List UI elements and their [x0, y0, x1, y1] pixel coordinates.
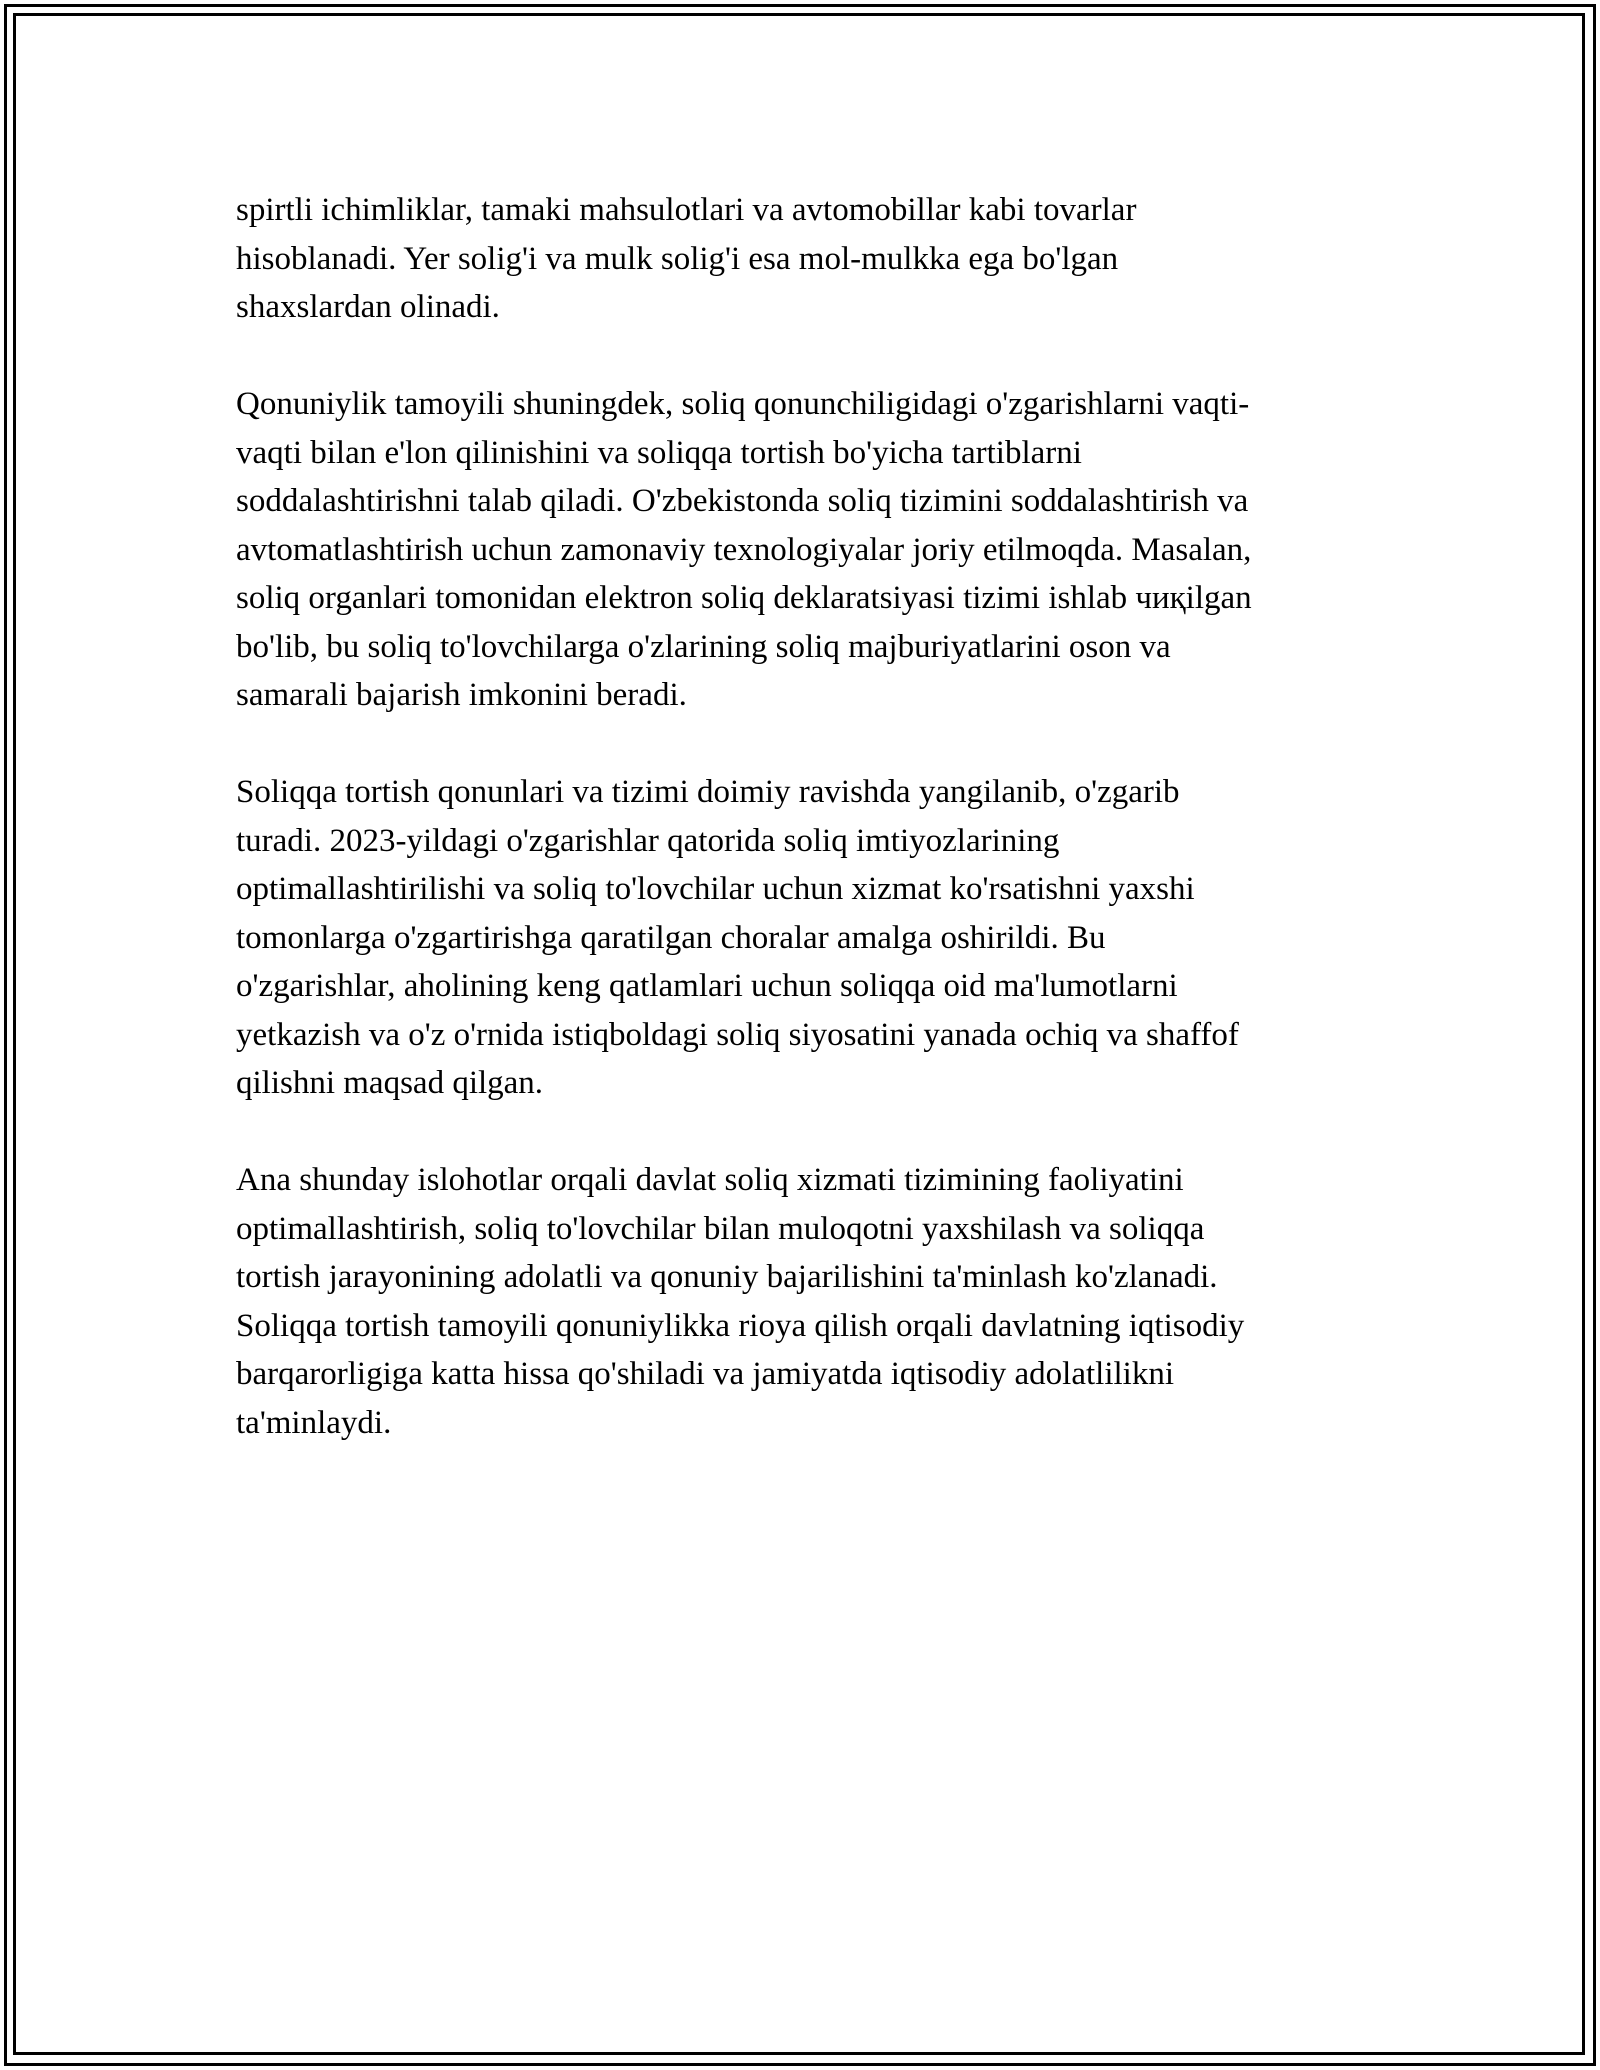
text-line: o'zgarishlar, aholining keng qatlamlari uchun soliqqa oid ma'lumotlarni [236, 968, 1178, 1004]
paragraph-2 [236, 380, 1376, 720]
text-line: optimallashtirish, soliq to'lovchilar bilan muloqotni yaxshilash va soliqqa [236, 1210, 1205, 1247]
text-line: vaqti bilan e'lon qilinishini va soliqqa tortish bo'yicha tartiblarni [236, 434, 1082, 471]
text-line: shaxslardan olinadi. [236, 289, 500, 325]
text-line: ta'minlaydi. [236, 1404, 392, 1441]
text-line: Soliqqa tortish tamoyili qonuniylikka rioya qilish orqali davlatning iqtisodiy [236, 1307, 1245, 1344]
text-line: Soliqqa tortish qonunlari va tizimi doimiy ravishda yangilanib, o'zgarib [236, 774, 1180, 810]
text-line: avtomatlashtirish uchun zamonaviy texnologiyalar joriy etilmoqda. Masalan, [236, 531, 1252, 568]
text-line: yetkazish va o'z o'rnida istiqboldagi soliq siyosatini yanada ochiq va shaffof [236, 1016, 1239, 1053]
text-line: tomonlarga o'zgartirishga qaratilgan choralar amalga oshirildi. Bu [236, 919, 1106, 956]
text-line: bo'lib, bu soliq to'lovchilarga o'zlarining soliq majburiyatlarini oson va [236, 628, 1171, 665]
paragraph-3 [236, 768, 1376, 1108]
text-line: turadi. 2023-yildagi o'zgarishlar qatorida soliq imtiyozlarining [236, 822, 1060, 859]
text-line: barqarorligiga katta hissa qo'shiladi va jamiyatda iqtisodiy adolatlilikni [236, 1356, 1174, 1392]
text-line: Qonuniylik tamoyili shuningdek, soliq qonunchiligidagi o'zgarishlarni vaqti- [236, 386, 1250, 422]
text-line: tortish jarayonining adolatli va qonuniy bajarilishini ta'minlash ko'zlanadi. [236, 1259, 1218, 1295]
text-line: qilishni maqsad qilgan. [236, 1065, 544, 1101]
text-line: hisoblanadi. Yer solig'i va mulk solig'i esa mol-mulkka ega bo'lgan [236, 240, 1119, 277]
text-line: spirtli ichimliklar, tamaki mahsulotlari va avtomobillar kabi tovarlar [236, 192, 1137, 228]
text-line: soliq organlari tomonidan elektron soliq deklaratsiyasi tizimi ishlab чиқilgan [236, 580, 1252, 616]
text-line: optimallashtirilishi va soliq to'lovchilar uchun xizmat ko'rsatishni yaxshi [236, 871, 1195, 907]
document-body [236, 186, 1376, 1496]
text-line: soddalashtirishni talab qiladi. O'zbekistonda soliq tizimini soddalashtirish va [236, 483, 1249, 519]
paragraph-1 [236, 186, 1376, 332]
paragraph-4 [236, 1156, 1376, 1447]
text-line: Ana shunday islohotlar orqali davlat soliq xizmati tizimining faoliyatini [236, 1162, 1184, 1198]
text-line: samarali bajarish imkonini beradi. [236, 677, 687, 713]
